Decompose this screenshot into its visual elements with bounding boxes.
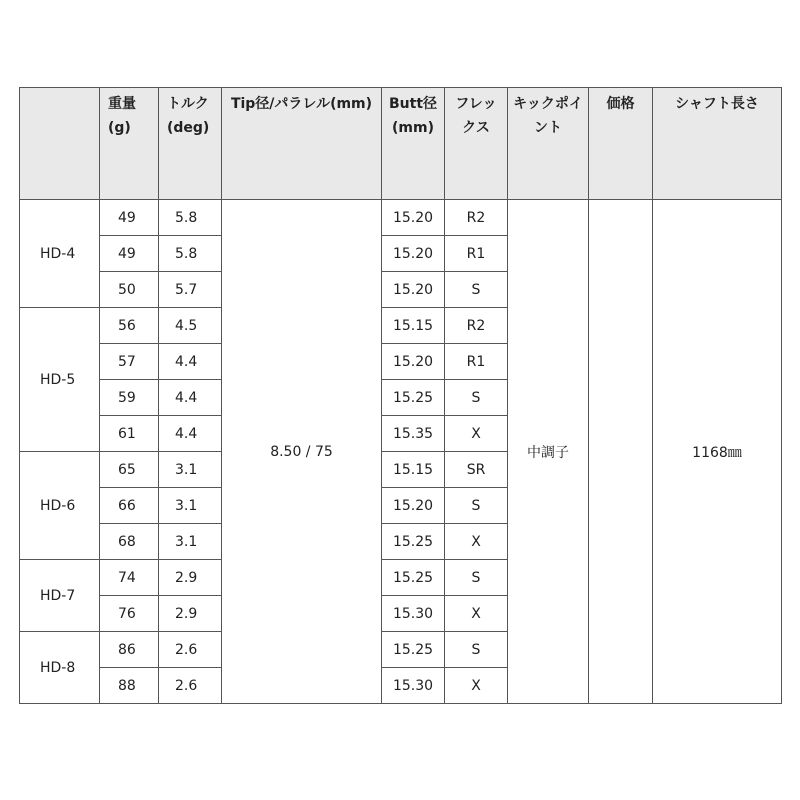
kickpoint-cell: 中調子 [508,200,589,704]
torque-cell: 4.4 [159,380,222,416]
torque-cell: 2.6 [159,632,222,668]
butt-diameter-cell: 15.35 [382,416,445,452]
torque-cell: 4.5 [159,308,222,344]
butt-diameter-cell: 15.30 [382,668,445,704]
butt-diameter-cell: 15.15 [382,308,445,344]
flex-cell: R2 [445,308,508,344]
flex-cell: R1 [445,236,508,272]
weight-cell: 74 [100,560,159,596]
flex-cell: X [445,596,508,632]
torque-cell: 4.4 [159,416,222,452]
header-tip-diameter: Tip径/パラレル(mm) [222,88,382,200]
weight-cell: 88 [100,668,159,704]
flex-cell: X [445,416,508,452]
tip-diameter-cell: 8.50 / 75 [222,200,382,704]
model-cell: HD-4 [20,200,100,308]
weight-cell: 49 [100,236,159,272]
flex-cell: S [445,560,508,596]
table-row [20,200,782,236]
table-header [20,88,782,200]
weight-cell: 59 [100,380,159,416]
header-shaft-length: シャフト長さ [653,88,782,200]
price-cell [589,200,653,704]
butt-diameter-cell: 15.25 [382,524,445,560]
header-flex: フレックス [445,88,508,200]
weight-cell: 49 [100,200,159,236]
butt-diameter-cell: 15.15 [382,452,445,488]
flex-cell: R2 [445,200,508,236]
torque-cell: 3.1 [159,488,222,524]
torque-cell: 2.6 [159,668,222,704]
flex-cell: SR [445,452,508,488]
torque-cell: 3.1 [159,524,222,560]
flex-cell: R1 [445,344,508,380]
weight-cell: 68 [100,524,159,560]
butt-diameter-cell: 15.25 [382,380,445,416]
shaft-length-cell: 1168㎜ [653,200,782,704]
torque-cell: 4.4 [159,344,222,380]
butt-diameter-cell: 15.30 [382,596,445,632]
flex-cell: S [445,488,508,524]
flex-cell: X [445,668,508,704]
model-cell: HD-7 [20,560,100,632]
torque-cell: 2.9 [159,560,222,596]
header-butt-diameter: Butt径(mm) [382,88,445,200]
weight-cell: 86 [100,632,159,668]
weight-cell: 61 [100,416,159,452]
butt-diameter-cell: 15.25 [382,632,445,668]
butt-diameter-cell: 15.20 [382,488,445,524]
torque-cell: 5.7 [159,272,222,308]
flex-cell: S [445,380,508,416]
model-cell: HD-6 [20,452,100,560]
weight-cell: 76 [100,596,159,632]
butt-diameter-cell: 15.20 [382,200,445,236]
butt-diameter-cell: 15.20 [382,272,445,308]
torque-cell: 3.1 [159,452,222,488]
header-kickpoint: キックポイント [508,88,589,200]
model-cell: HD-5 [20,308,100,452]
header-model [20,88,100,200]
flex-cell: S [445,632,508,668]
butt-diameter-cell: 15.25 [382,560,445,596]
header-row [20,88,782,200]
torque-cell: 5.8 [159,236,222,272]
weight-cell: 56 [100,308,159,344]
model-cell: HD-8 [20,632,100,704]
weight-cell: 66 [100,488,159,524]
butt-diameter-cell: 15.20 [382,344,445,380]
flex-cell: S [445,272,508,308]
torque-cell: 5.8 [159,200,222,236]
table-body [20,200,782,704]
weight-cell: 50 [100,272,159,308]
weight-cell: 65 [100,452,159,488]
torque-cell: 2.9 [159,596,222,632]
butt-diameter-cell: 15.20 [382,236,445,272]
header-torque: トルク(deg) [159,88,222,200]
flex-cell: X [445,524,508,560]
header-weight: 重量(g) [100,88,159,200]
weight-cell: 57 [100,344,159,380]
shaft-spec-table [19,87,782,704]
header-price: 価格 [589,88,653,200]
